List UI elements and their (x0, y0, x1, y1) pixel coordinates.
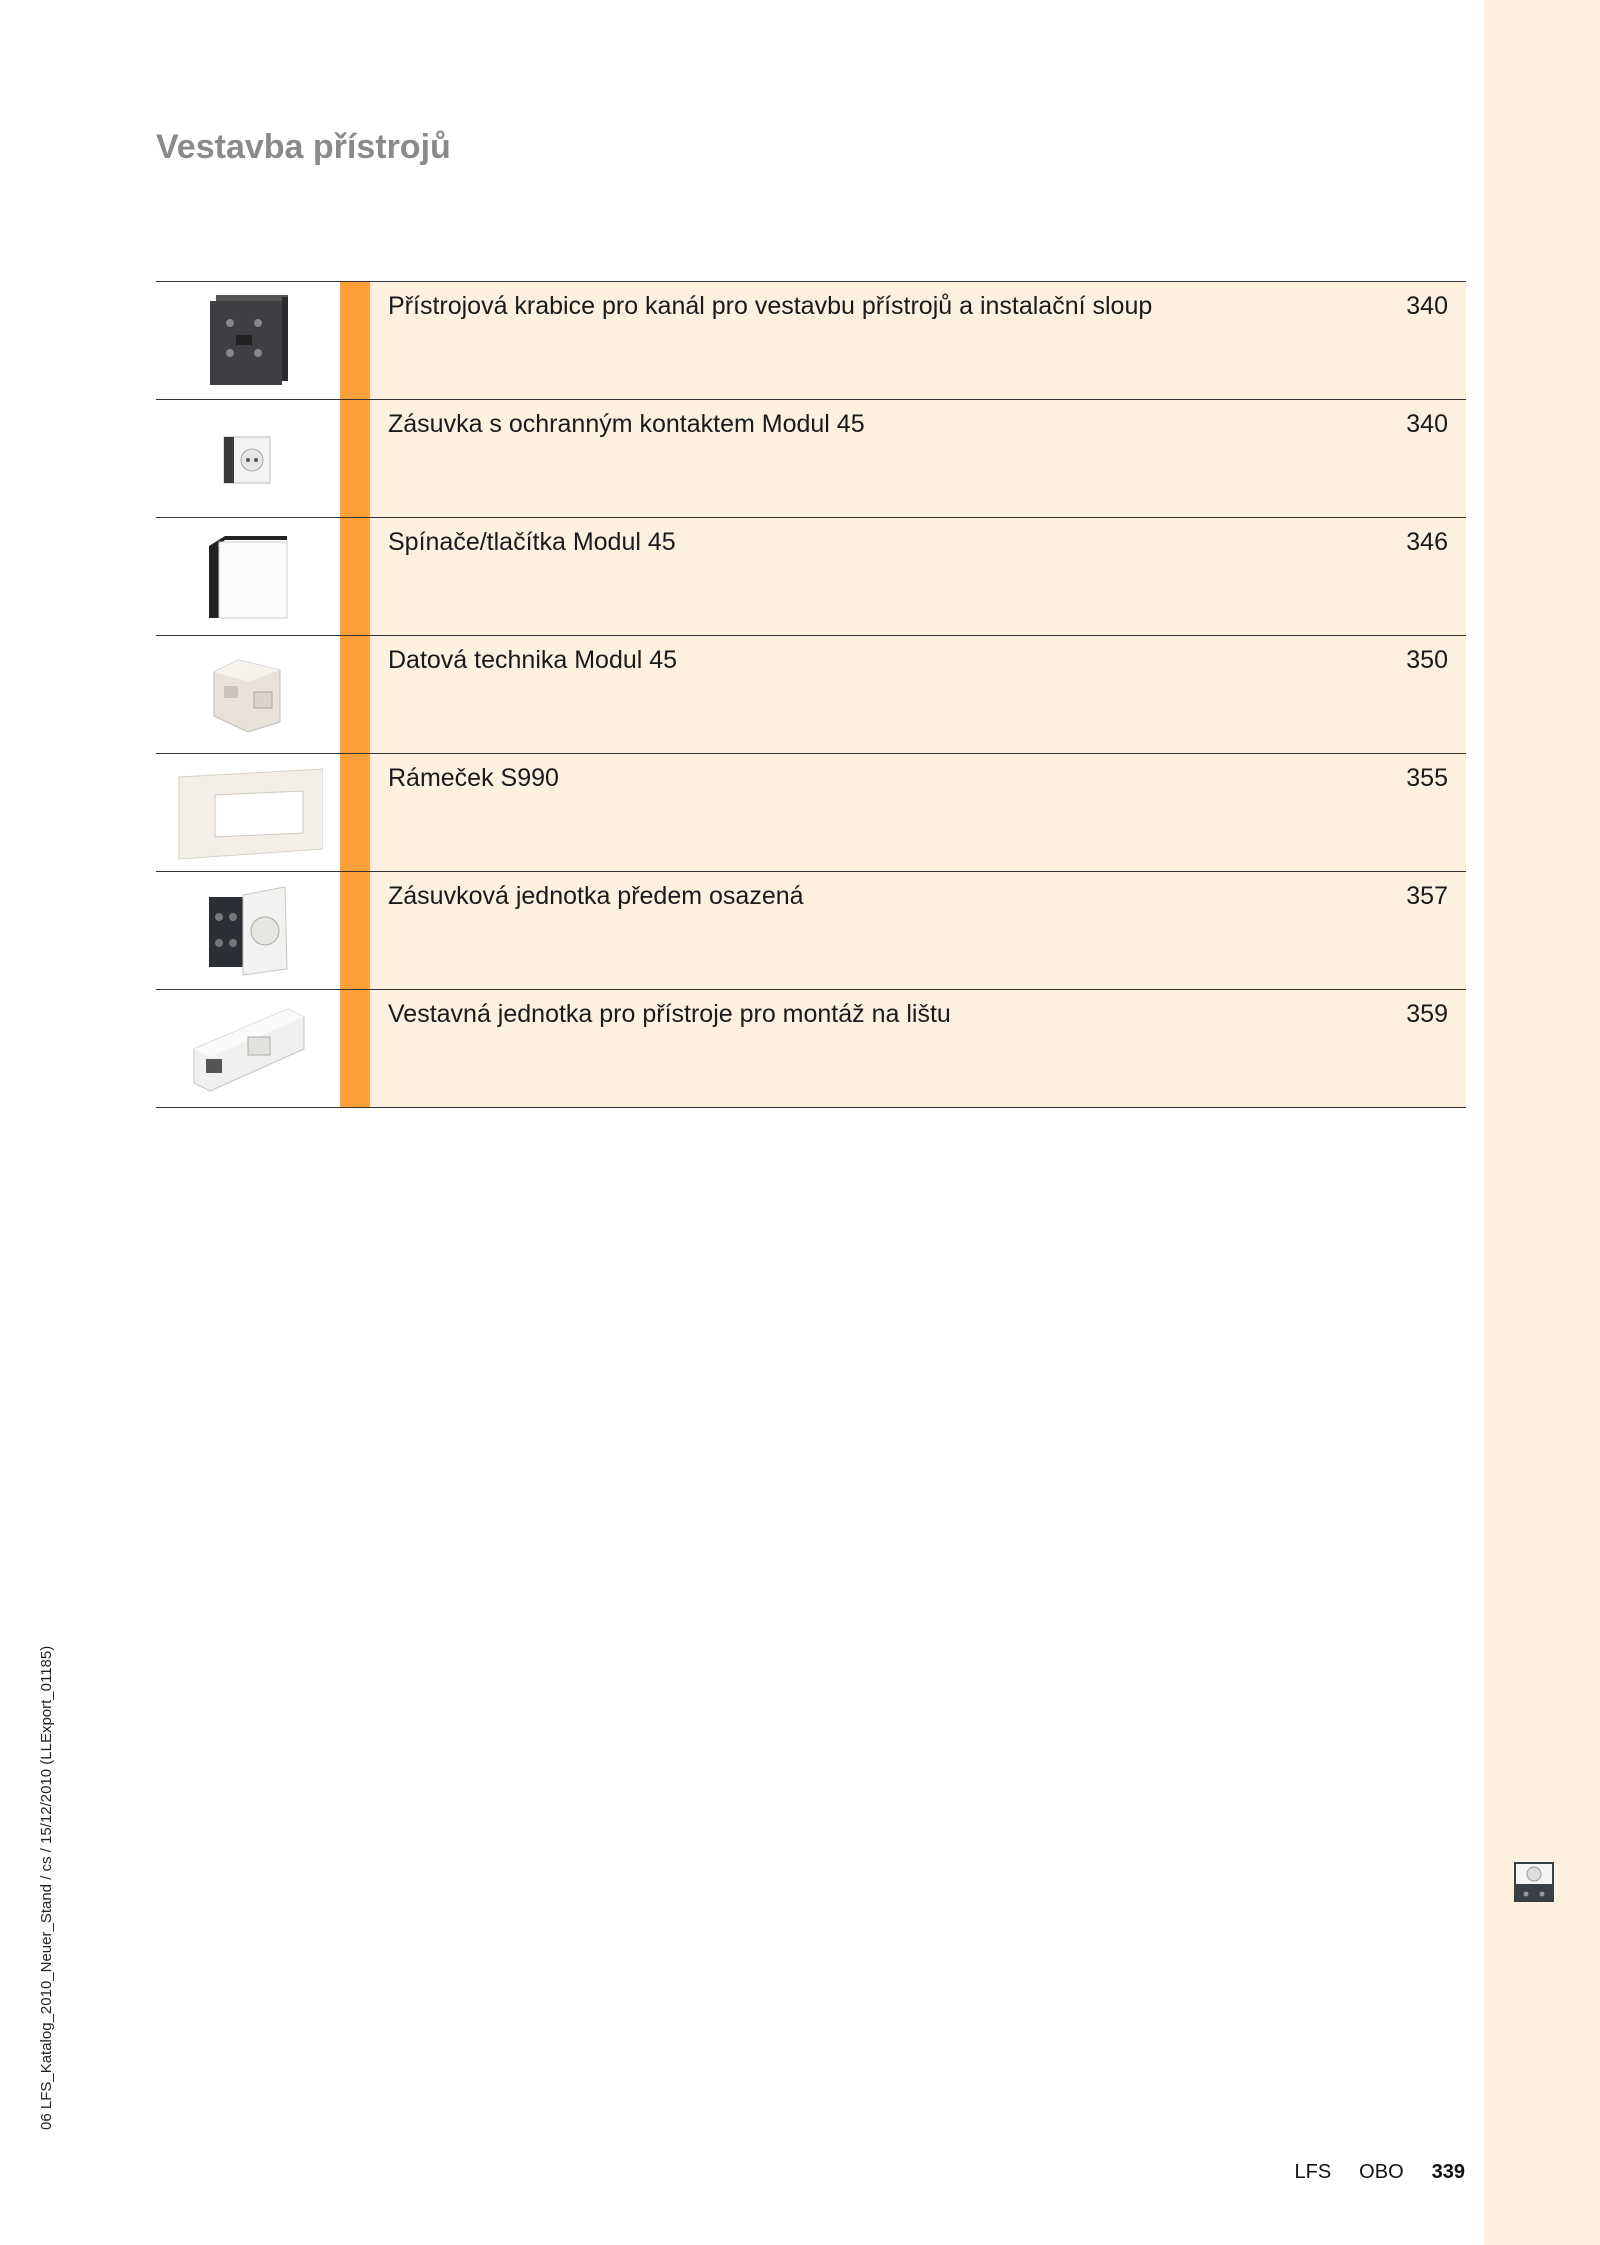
footer-brand-lfs: LFS (1294, 2161, 1332, 2183)
toc-item-page[interactable]: 359 (1406, 1000, 1448, 1028)
toc-item-page[interactable]: 340 (1406, 410, 1448, 438)
toc-item-label: Vestavná jednotka pro přístroje pro montáž na lištu (388, 1000, 951, 1028)
toc-cell (370, 754, 1466, 871)
side-band (1484, 0, 1600, 2245)
toc-item-label: Datová technika Modul 45 (388, 646, 678, 674)
accent-bar (340, 754, 370, 871)
page-number: 339 (1431, 2161, 1465, 2183)
accent-bar (340, 872, 370, 989)
toc-row[interactable] (156, 518, 1466, 636)
toc-item-page[interactable]: 350 (1406, 646, 1448, 674)
toc-row[interactable] (156, 636, 1466, 754)
accent-bar (340, 282, 370, 399)
data-socket-icon (156, 636, 340, 753)
toc-table (156, 281, 1466, 1108)
toc-item-label: Zásuvková jednotka předem osazená (388, 882, 804, 910)
toc-item-page[interactable]: 357 (1406, 882, 1448, 910)
accent-bar (340, 400, 370, 517)
page-title: Vestavba přístrojů (156, 128, 451, 166)
toc-cell (370, 518, 1466, 635)
toc-row[interactable] (156, 400, 1466, 518)
footer-brand-obo: OBO (1359, 2161, 1404, 2183)
footer (1294, 2161, 1465, 2184)
frame-icon (156, 754, 340, 871)
accent-bar (340, 636, 370, 753)
toc-item-label: Spínače/tlačítka Modul 45 (388, 528, 676, 556)
toc-item-page[interactable]: 340 (1406, 292, 1448, 320)
socket-thumbnail-icon (1510, 1858, 1558, 1906)
toc-item-page[interactable]: 355 (1406, 764, 1448, 792)
toc-row[interactable] (156, 754, 1466, 872)
switch-icon (156, 518, 340, 635)
accent-bar (340, 518, 370, 635)
accent-bar (340, 990, 370, 1107)
toc-row[interactable] (156, 872, 1466, 990)
device-box-icon (156, 282, 340, 399)
toc-item-page[interactable]: 346 (1406, 528, 1448, 556)
toc-row[interactable] (156, 990, 1466, 1108)
rail-unit-icon (156, 990, 340, 1107)
toc-cell (370, 282, 1466, 399)
socket-icon (156, 400, 340, 517)
toc-cell (370, 636, 1466, 753)
toc-item-label: Rámeček S990 (388, 764, 559, 792)
toc-cell (370, 400, 1466, 517)
toc-item-label: Zásuvka s ochranným kontaktem Modul 45 (388, 410, 865, 438)
side-note: 06 LFS_Katalog_2010_Neuer_Stand / cs / 15/12/2010 (LLExport_01185) (38, 1645, 55, 2130)
socket-unit-icon (156, 872, 340, 989)
toc-row[interactable] (156, 282, 1466, 400)
toc-cell (370, 872, 1466, 989)
toc-cell (370, 990, 1466, 1107)
toc-item-label: Přístrojová krabice pro kanál pro vestavbu přístrojů a instalační sloup (388, 292, 1153, 320)
